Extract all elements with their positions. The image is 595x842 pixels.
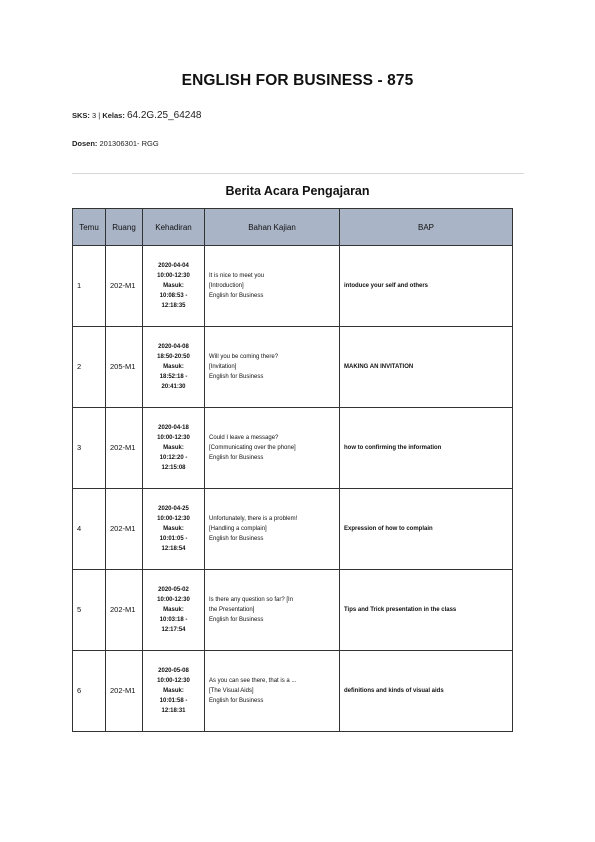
session-time: 10:00-12:30 [157,597,190,603]
ruang-cell: 202-M1 [106,651,143,732]
teaching-record-table [72,208,513,732]
session-date: 2020-04-04 [158,263,189,269]
topic-course: English for Business [209,536,264,542]
topic-title: It is nice to meet you [209,273,265,279]
masuk-time: 18:52:18 - 20:41:30 [159,374,188,390]
divider [72,173,524,174]
topic-tag: [The Visual Aids] [209,688,254,694]
bap-cell: definitions and kinds of visual aids [340,651,513,732]
ruang-cell: 202-M1 [106,408,143,489]
bahan-cell [205,327,340,408]
masuk-time: 10:12:20 - 12:15:08 [159,455,188,471]
masuk-time: 10:03:18 - 12:17:54 [159,617,188,633]
kehadiran-cell [143,327,205,408]
kelas-label: Kelas: [102,111,125,120]
topic-title: As you can see there, that is a ... [209,678,297,684]
table-row [73,408,513,489]
col-header-kehadiran: Kehadiran [143,209,205,246]
session-date: 2020-04-18 [158,425,189,431]
masuk-time: 10:08:53 - 12:18:35 [159,293,188,309]
session-date: 2020-04-25 [158,506,189,512]
bahan-cell [205,246,340,327]
bap-cell: intoduce your self and others [340,246,513,327]
topic-title: Is there any question so far? [In [209,597,294,603]
topic-title: Will you be coming there? [209,354,279,360]
masuk-label: Masuk: [163,283,184,289]
session-time: 10:00-12:30 [157,516,190,522]
session-time: 10:00-12:30 [157,273,190,279]
masuk-label: Masuk: [163,445,184,451]
topic-tag: [Introduction] [209,283,244,289]
page-title: ENGLISH FOR BUSINESS - 875 [181,72,414,89]
table-row [73,246,513,327]
dosen-value: 201306301- RGG [99,139,159,148]
topic-title: Could I leave a message? [209,435,279,441]
masuk-time: 10:01:05 - 12:18:54 [159,536,188,552]
col-header-ruang: Ruang [106,209,143,246]
session-date: 2020-05-08 [158,668,189,674]
table-header-row [73,209,513,246]
topic-course: English for Business [209,455,264,461]
session-time: 10:00-12:30 [157,435,190,441]
topic-tag: [Invitation] [209,364,237,370]
col-header-bahan-kajian: Bahan Kajian [205,209,340,246]
topic-course: English for Business [209,293,264,299]
topic-title: Unfortunately, there is a problem! [209,516,298,522]
separator: | [98,111,101,120]
temu-cell: 2 [73,327,106,408]
table-row [73,489,513,570]
kehadiran-cell [143,489,205,570]
kehadiran-cell [143,651,205,732]
table-row [73,570,513,651]
topic-course: English for Business [209,698,264,704]
col-header-bap: BAP [340,209,513,246]
table-row [73,651,513,732]
temu-cell: 6 [73,651,106,732]
bahan-cell [205,651,340,732]
bap-cell: MAKING AN INVITATION [340,327,513,408]
masuk-time: 10:01:58 - 12:18:31 [159,698,188,714]
temu-cell: 1 [73,246,106,327]
bahan-cell [205,408,340,489]
topic-course: English for Business [209,374,264,380]
kehadiran-cell [143,246,205,327]
sks-value: 3 [92,111,97,120]
table-row [73,327,513,408]
kehadiran-cell [143,408,205,489]
masuk-label: Masuk: [163,364,184,370]
lecturer-info [72,139,159,148]
section-title: Berita Acara Pengajaran [225,184,370,198]
sks-label: SKS: [72,111,90,120]
ruang-cell: 202-M1 [106,246,143,327]
session-time: 10:00-12:30 [157,678,190,684]
topic-tag: [Handling a complain] [209,526,267,532]
masuk-label: Masuk: [163,607,184,613]
session-date: 2020-05-02 [158,587,189,593]
dosen-label: Dosen: [72,139,98,148]
kehadiran-cell [143,570,205,651]
bahan-cell [205,570,340,651]
topic-tag: [Communicating over the phone] [209,445,296,451]
course-info [72,110,201,121]
bahan-cell [205,489,340,570]
temu-cell: 3 [73,408,106,489]
session-time: 18:50-20:50 [157,354,190,360]
kelas-value: 64.2G.25_64248 [126,110,202,121]
bap-cell: Tips and Trick presentation in the class [340,570,513,651]
topic-tag: the Presentation] [209,607,255,613]
ruang-cell: 202-M1 [106,489,143,570]
col-header-temu: Temu [73,209,106,246]
bap-cell: Expression of how to complain [340,489,513,570]
ruang-cell: 202-M1 [106,570,143,651]
bap-cell: how to confirming the information [340,408,513,489]
masuk-label: Masuk: [163,688,184,694]
ruang-cell: 205-M1 [106,327,143,408]
masuk-label: Masuk: [163,526,184,532]
temu-cell: 4 [73,489,106,570]
temu-cell: 5 [73,570,106,651]
topic-course: English for Business [209,617,264,623]
session-date: 2020-04-08 [158,344,189,350]
